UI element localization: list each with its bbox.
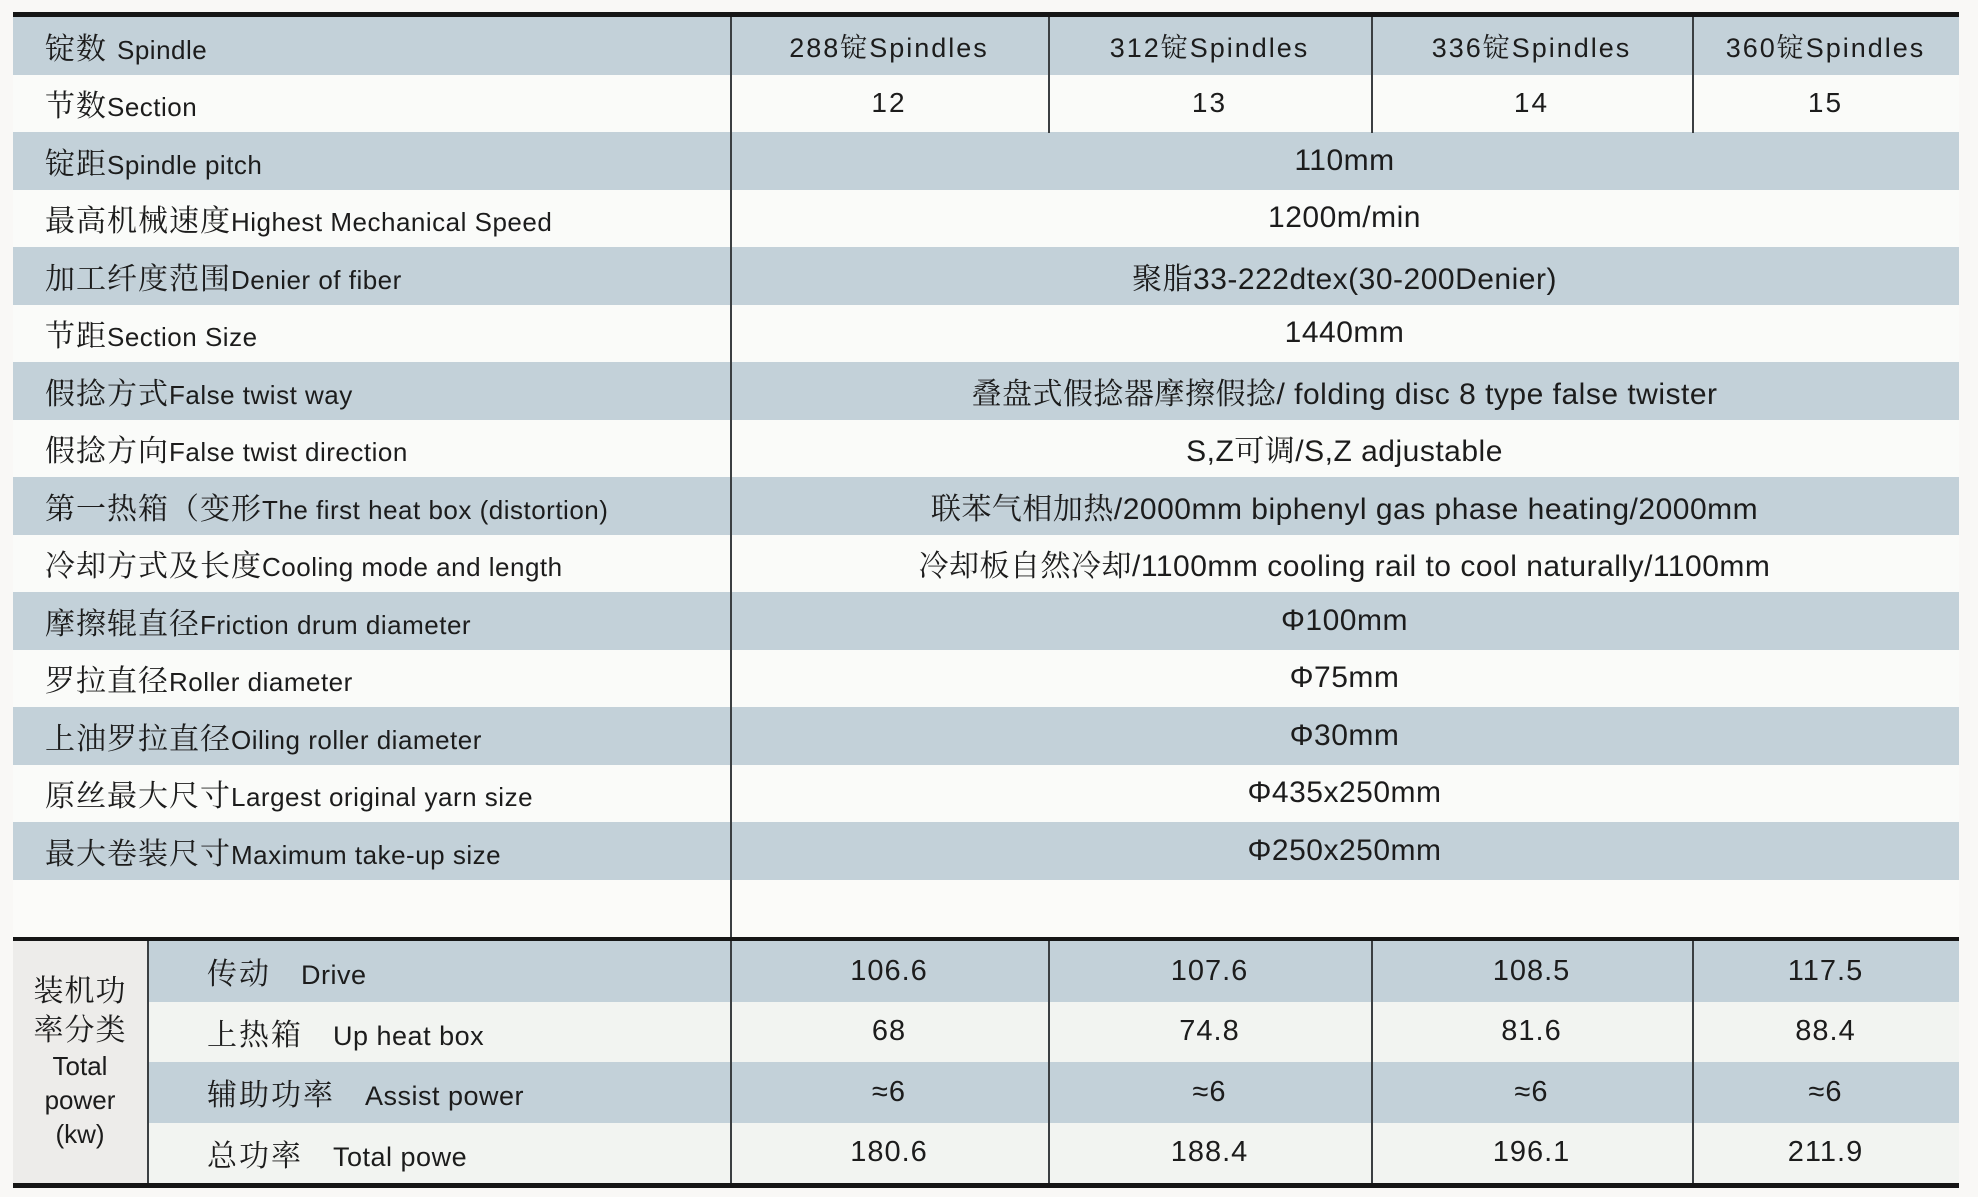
row-label (13, 829, 730, 873)
power-group-line: 装机功 (33, 975, 127, 1009)
section-value: 14 (1513, 87, 1550, 119)
row-label-en: Oiling roller diameter (231, 724, 482, 755)
table-row-section-size (13, 305, 1959, 363)
row-value: 联苯气相加热/2000mm biphenyl gas phase heating/2000mm (930, 492, 1759, 526)
row-value: Φ250x250mm (1247, 833, 1442, 867)
row-value: 冷却板自然冷却/1100mm cooling rail to cool naturally/1100mm (918, 550, 1771, 584)
row-label (147, 1070, 730, 1114)
power-rows (147, 941, 1959, 1183)
table-row-section (13, 75, 1959, 133)
row-label (13, 771, 730, 815)
row-label-zh: 传动 (207, 958, 271, 992)
row-label-en: Cooling mode and length (262, 552, 563, 583)
row-label-en: The first heat box (distortion) (262, 494, 609, 525)
power-row-assist-power (147, 1062, 1959, 1123)
table-row-cooling-mode (13, 535, 1959, 593)
row-label-zh: 加工纤度范围 (45, 262, 231, 296)
row-label (147, 1010, 730, 1054)
row-label (13, 484, 730, 528)
table-row-max-takeup-size (13, 822, 1959, 880)
power-value: 74.8 (1179, 1015, 1240, 1048)
row-value: 1440mm (1284, 316, 1405, 350)
row-value: 叠盘式假捻器摩擦假捻/ folding disc 8 type false twister (971, 377, 1718, 411)
row-label (147, 949, 730, 993)
power-value: 106.6 (850, 954, 928, 987)
power-group-line: Total (52, 1051, 108, 1082)
power-value: ≈6 (1808, 1075, 1843, 1108)
column-header-336: 336锭Spindles (1431, 33, 1632, 64)
row-label-en: Section Size (107, 322, 258, 353)
table-row-false-twist-direction (13, 420, 1959, 478)
power-value: 107.6 (1170, 954, 1249, 987)
table-row-roller-diameter (13, 650, 1959, 708)
table-row-spindle-pitch (13, 132, 1959, 190)
power-row-drive (147, 941, 1959, 1002)
row-label (13, 541, 730, 585)
power-label-divider (730, 941, 732, 1183)
power-row-total-power (147, 1123, 1959, 1184)
table-row-friction-drum (13, 592, 1959, 650)
power-value: 180.6 (850, 1136, 928, 1169)
row-label-zh: 罗拉直径 (45, 665, 169, 699)
row-label-en: Section (107, 92, 198, 123)
power-group-cell (13, 941, 147, 1183)
power-value: 108.5 (1492, 954, 1571, 987)
power-column-divider-1 (1048, 941, 1050, 1183)
row-label-zh: 原丝最大尺寸 (45, 780, 231, 814)
table-row-oiling-roller (13, 707, 1959, 765)
power-group-divider (147, 941, 149, 1183)
row-label-en: Denier of fiber (231, 264, 402, 295)
power-value: ≈6 (1192, 1075, 1227, 1108)
power-value: 68 (871, 1015, 907, 1048)
row-label-zh: 辅助功率 (207, 1079, 335, 1113)
power-value: 117.5 (1787, 954, 1864, 987)
row-label-en: Spindle (117, 34, 208, 65)
row-value: Φ435x250mm (1247, 776, 1442, 810)
row-label-en: False twist way (169, 379, 353, 410)
row-label-zh: 第一热箱（变形 (45, 492, 262, 526)
row-label-zh: 最大卷装尺寸 (45, 837, 231, 871)
row-label-en: Highest Mechanical Speed (231, 207, 553, 238)
header-column-divider-3 (1692, 17, 1694, 133)
power-table (13, 941, 1959, 1183)
power-value: 196.1 (1492, 1136, 1571, 1169)
row-label-zh: 节数 (45, 90, 107, 124)
row-label-en: Spindle pitch (107, 149, 263, 180)
table-row-mechanical-speed (13, 190, 1959, 248)
row-value: S,Z可调/S,Z adjustable (1186, 435, 1503, 469)
table-row-false-twist-way (13, 362, 1959, 420)
column-header-360: 360锭Spindles (1725, 33, 1926, 64)
power-group-line: 率分类 (33, 1014, 127, 1048)
row-label (13, 426, 730, 470)
row-label (13, 369, 730, 413)
row-label-zh: 假捻方式 (45, 377, 169, 411)
row-value: Φ75mm (1289, 661, 1400, 695)
table-row-largest-yarn-size (13, 765, 1959, 823)
row-label (13, 714, 730, 758)
power-column-divider-2 (1371, 941, 1373, 1183)
row-label-en: False twist direction (169, 437, 408, 468)
row-label-en: Largest original yarn size (231, 782, 534, 813)
column-header-288: 288锭Spindles (789, 33, 989, 64)
row-label-en: Up heat box (333, 1020, 485, 1051)
row-label (13, 254, 730, 298)
row-label-zh: 冷却方式及长度 (45, 550, 262, 584)
header-column-divider-1 (1048, 17, 1050, 133)
row-label-zh: 摩擦辊直径 (45, 607, 200, 641)
power-value: 188.4 (1170, 1136, 1249, 1169)
row-label-en: Drive (301, 960, 367, 991)
row-label-zh: 锭距 (45, 147, 107, 181)
table-row-spindle-header (13, 17, 1959, 75)
power-group-line: (kw) (55, 1118, 105, 1149)
power-group-line: power (44, 1085, 116, 1116)
row-label (13, 599, 730, 643)
column-header-312: 312锭Spindles (1109, 33, 1310, 64)
row-value: 110mm (1294, 143, 1395, 177)
table-gap (13, 880, 1959, 938)
power-row-up-heat-box (147, 1002, 1959, 1063)
spec-table (13, 17, 1959, 880)
row-label (13, 139, 730, 183)
power-column-divider-3 (1692, 941, 1694, 1183)
row-label-zh: 上热箱 (207, 1018, 303, 1052)
row-label-zh: 最高机械速度 (45, 205, 231, 239)
row-value: 1200m/min (1268, 201, 1421, 235)
table-row-denier-range (13, 247, 1959, 305)
row-label-zh: 总功率 (207, 1139, 303, 1173)
power-value: 211.9 (1787, 1136, 1864, 1169)
row-label (13, 24, 730, 68)
row-label (147, 1131, 730, 1175)
header-column-divider-2 (1371, 17, 1373, 133)
row-label-zh: 锭数 (45, 32, 107, 66)
row-label-en: Roller diameter (169, 667, 353, 698)
row-label-en: Assist power (365, 1081, 525, 1112)
section-value: 15 (1807, 87, 1844, 119)
power-value: 81.6 (1501, 1015, 1562, 1048)
row-label-zh: 上油罗拉直径 (45, 722, 231, 756)
bottom-border (13, 1183, 1959, 1188)
power-value: 88.4 (1795, 1015, 1856, 1048)
power-value: ≈6 (871, 1075, 907, 1108)
power-value: ≈6 (1514, 1075, 1549, 1108)
row-label-zh: 假捻方向 (45, 435, 169, 469)
row-label (13, 311, 730, 355)
row-label-en: Total powe (333, 1141, 468, 1172)
row-value: Φ30mm (1289, 718, 1400, 752)
section-value: 12 (871, 87, 907, 119)
label-column-divider (730, 17, 732, 937)
row-label-zh: 节距 (45, 320, 107, 354)
row-value: Φ100mm (1281, 603, 1408, 637)
row-label-en: Maximum take-up size (231, 839, 502, 870)
row-label-en: Friction drum diameter (200, 609, 472, 640)
row-label (13, 81, 730, 125)
section-value: 13 (1191, 87, 1228, 119)
row-value: 聚脂33-222dtex(30-200Denier) (1132, 262, 1557, 296)
row-label (13, 196, 730, 240)
row-label (13, 656, 730, 700)
table-row-first-heat-box (13, 477, 1959, 535)
